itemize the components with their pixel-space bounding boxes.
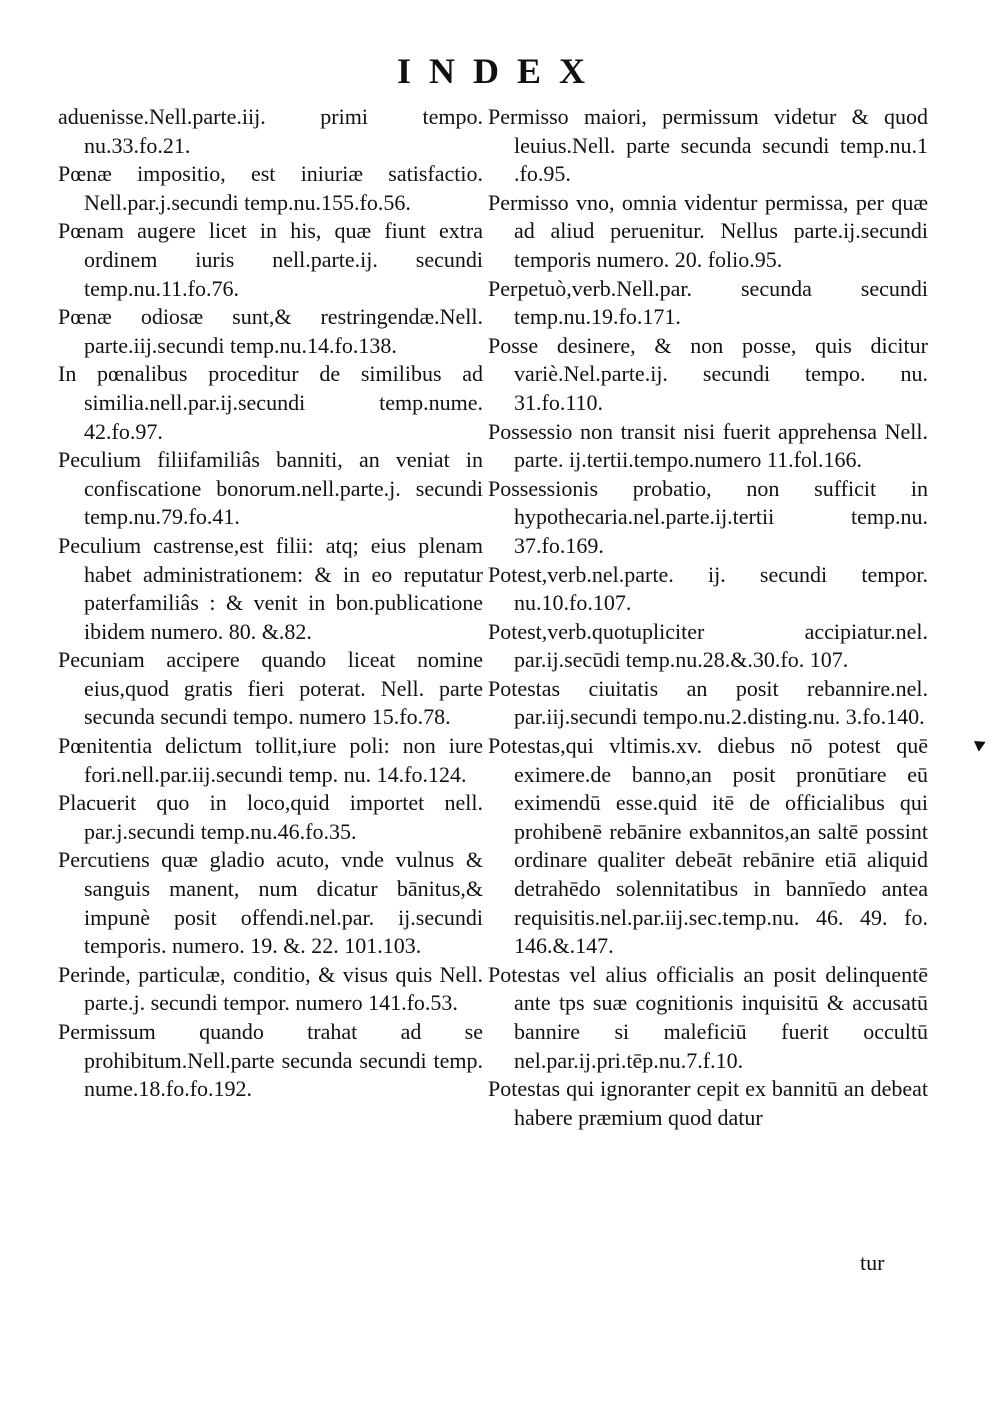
index-entry: Potestas,qui vltimis.xv. diebus nō potest quē eximere.de banno,an posit pronūtiare eū eximendū esse.quid itē de officialibus qui prohibenē rebānire exbannitos,an saltē possint ordinare qualiter debeāt rebānire etiā aliquid detrahēdo solennitatibus in bannīedo antea requisitis.nel.par.iij.sec.temp.nu. 46. 49. fo. 146.&.147. (488, 733, 928, 959)
index-entry: Pœnitentia delictum tollit,iure poli: non iure fori.nell.par.iij.secundi temp. nu. 14.fo.124. (58, 733, 483, 787)
index-entry: Percutiens quæ gladio acuto, vnde vulnus & sanguis manent, num dicatur bānitus,& impunè posit offendi.nel.par. ij.secundi temporis. numero. 19. &. 22. 101.103. (58, 847, 483, 959)
index-entry: Potestas ciuitatis an posit rebannire.nel. par.iij.secundi tempo.nu.2.disting.nu. 3.fo.140. (488, 675, 928, 730)
index-entry: Pœnæ impositio, est iniuriæ satisfactio. Nell.par.j.secundi temp.nu.155.fo.56. (58, 161, 483, 215)
index-entry: Pœnam augere licet in his, quæ fiunt extra ordinem iuris nell.parte.ij. secundi temp.nu.11.fo.76. (58, 218, 483, 301)
index-entry: Permisso maiori, permissum videtur & quod leuius.Nell. parte secunda secundi temp.nu.1 .fo.95. (488, 104, 928, 187)
index-entry: Permisso vno, omnia videntur permissa, per quæ ad aliud peruenitur. Nellus parte.ij.secundi temporis numero. 20. folio.95. (488, 189, 928, 272)
index-entry: Pecuniam accipere quando liceat nomine eius,quod gratis fieri poterat. Nell. parte secunda secundi tempo. numero 15.fo.78. (58, 647, 483, 730)
index-entry: Peculium filiifamiliâs banniti, an veniat in confiscatione bonorum.nell.parte.j. secundi temp.nu.79.fo.41. (58, 447, 483, 530)
index-entry: Potestas vel alius officialis an posit delinquentē ante tps suæ cognitionis inquisitū & accusatū bannire si maleficiū fuerit occultū nel.par.ij.pri.tēp.nu.7.f.10. (488, 961, 928, 1073)
index-entry: Perinde, particulæ, conditio, & visus quis Nell. parte.j. secundi tempor. numero 141.fo.53. (58, 961, 483, 1016)
catchword: tur (860, 1250, 885, 1275)
index-right-column (488, 103, 928, 1132)
index-left-column (58, 103, 483, 1104)
index-entry: Peculium castrense,est filii: atq; eius plenam habet administrationem: & in eo reputatur paterfamiliâs : & venit in bon.publicatione ibidem numero. 80. &.82. (58, 532, 483, 644)
page-title: INDEX (396, 51, 603, 91)
index-entry: Perpetuò,verb.Nell.par. secunda secundi temp.nu.19.fo.171. (488, 275, 928, 330)
index-entry: Possessionis probatio, non sufficit in hypothecaria.nel.parte.ij.tertii temp.nu. 37.fo.169. (488, 475, 928, 558)
index-entry: aduenisse.Nell.parte.iij. primi tempo. nu.33.fo.21. (58, 104, 483, 158)
index-entry: Possessio non transit nisi fuerit apprehensa Nell. parte. ij.tertii.tempo.numero 11.fol.166. (488, 418, 928, 473)
index-entry: In pœnalibus proceditur de similibus ad similia.nell.par.ij.secundi temp.nume. 42.fo.97. (58, 361, 483, 444)
index-entry: Permissum quando trahat ad se prohibitum.Nell.parte secunda secundi temp. nume.18.fo.fo.192. (58, 1019, 483, 1102)
index-entry: Potest,verb.quotupliciter accipiatur.nel. par.ij.secūdi temp.nu.28.&.30.fo. 107. (488, 618, 928, 673)
index-entry: Posse desinere, & non posse, quis dicitur variè.Nel.parte.ij. secundi tempo. nu. 31.fo.110. (488, 332, 928, 415)
index-entry: Potestas qui ignoranter cepit ex bannitū an debeat habere præmium quod datur (488, 1076, 928, 1130)
index-entry: Potest,verb.nel.parte. ij. secundi tempor. nu.10.fo.107. (488, 561, 928, 616)
index-entry: Pœnæ odiosæ sunt,& restringendæ.Nell. parte.iij.secundi temp.nu.14.fo.138. (58, 304, 483, 358)
margin-mark (962, 730, 985, 751)
index-entry: Placuerit quo in loco,quid importet nell. par.j.secundi temp.nu.46.fo.35. (58, 790, 483, 844)
